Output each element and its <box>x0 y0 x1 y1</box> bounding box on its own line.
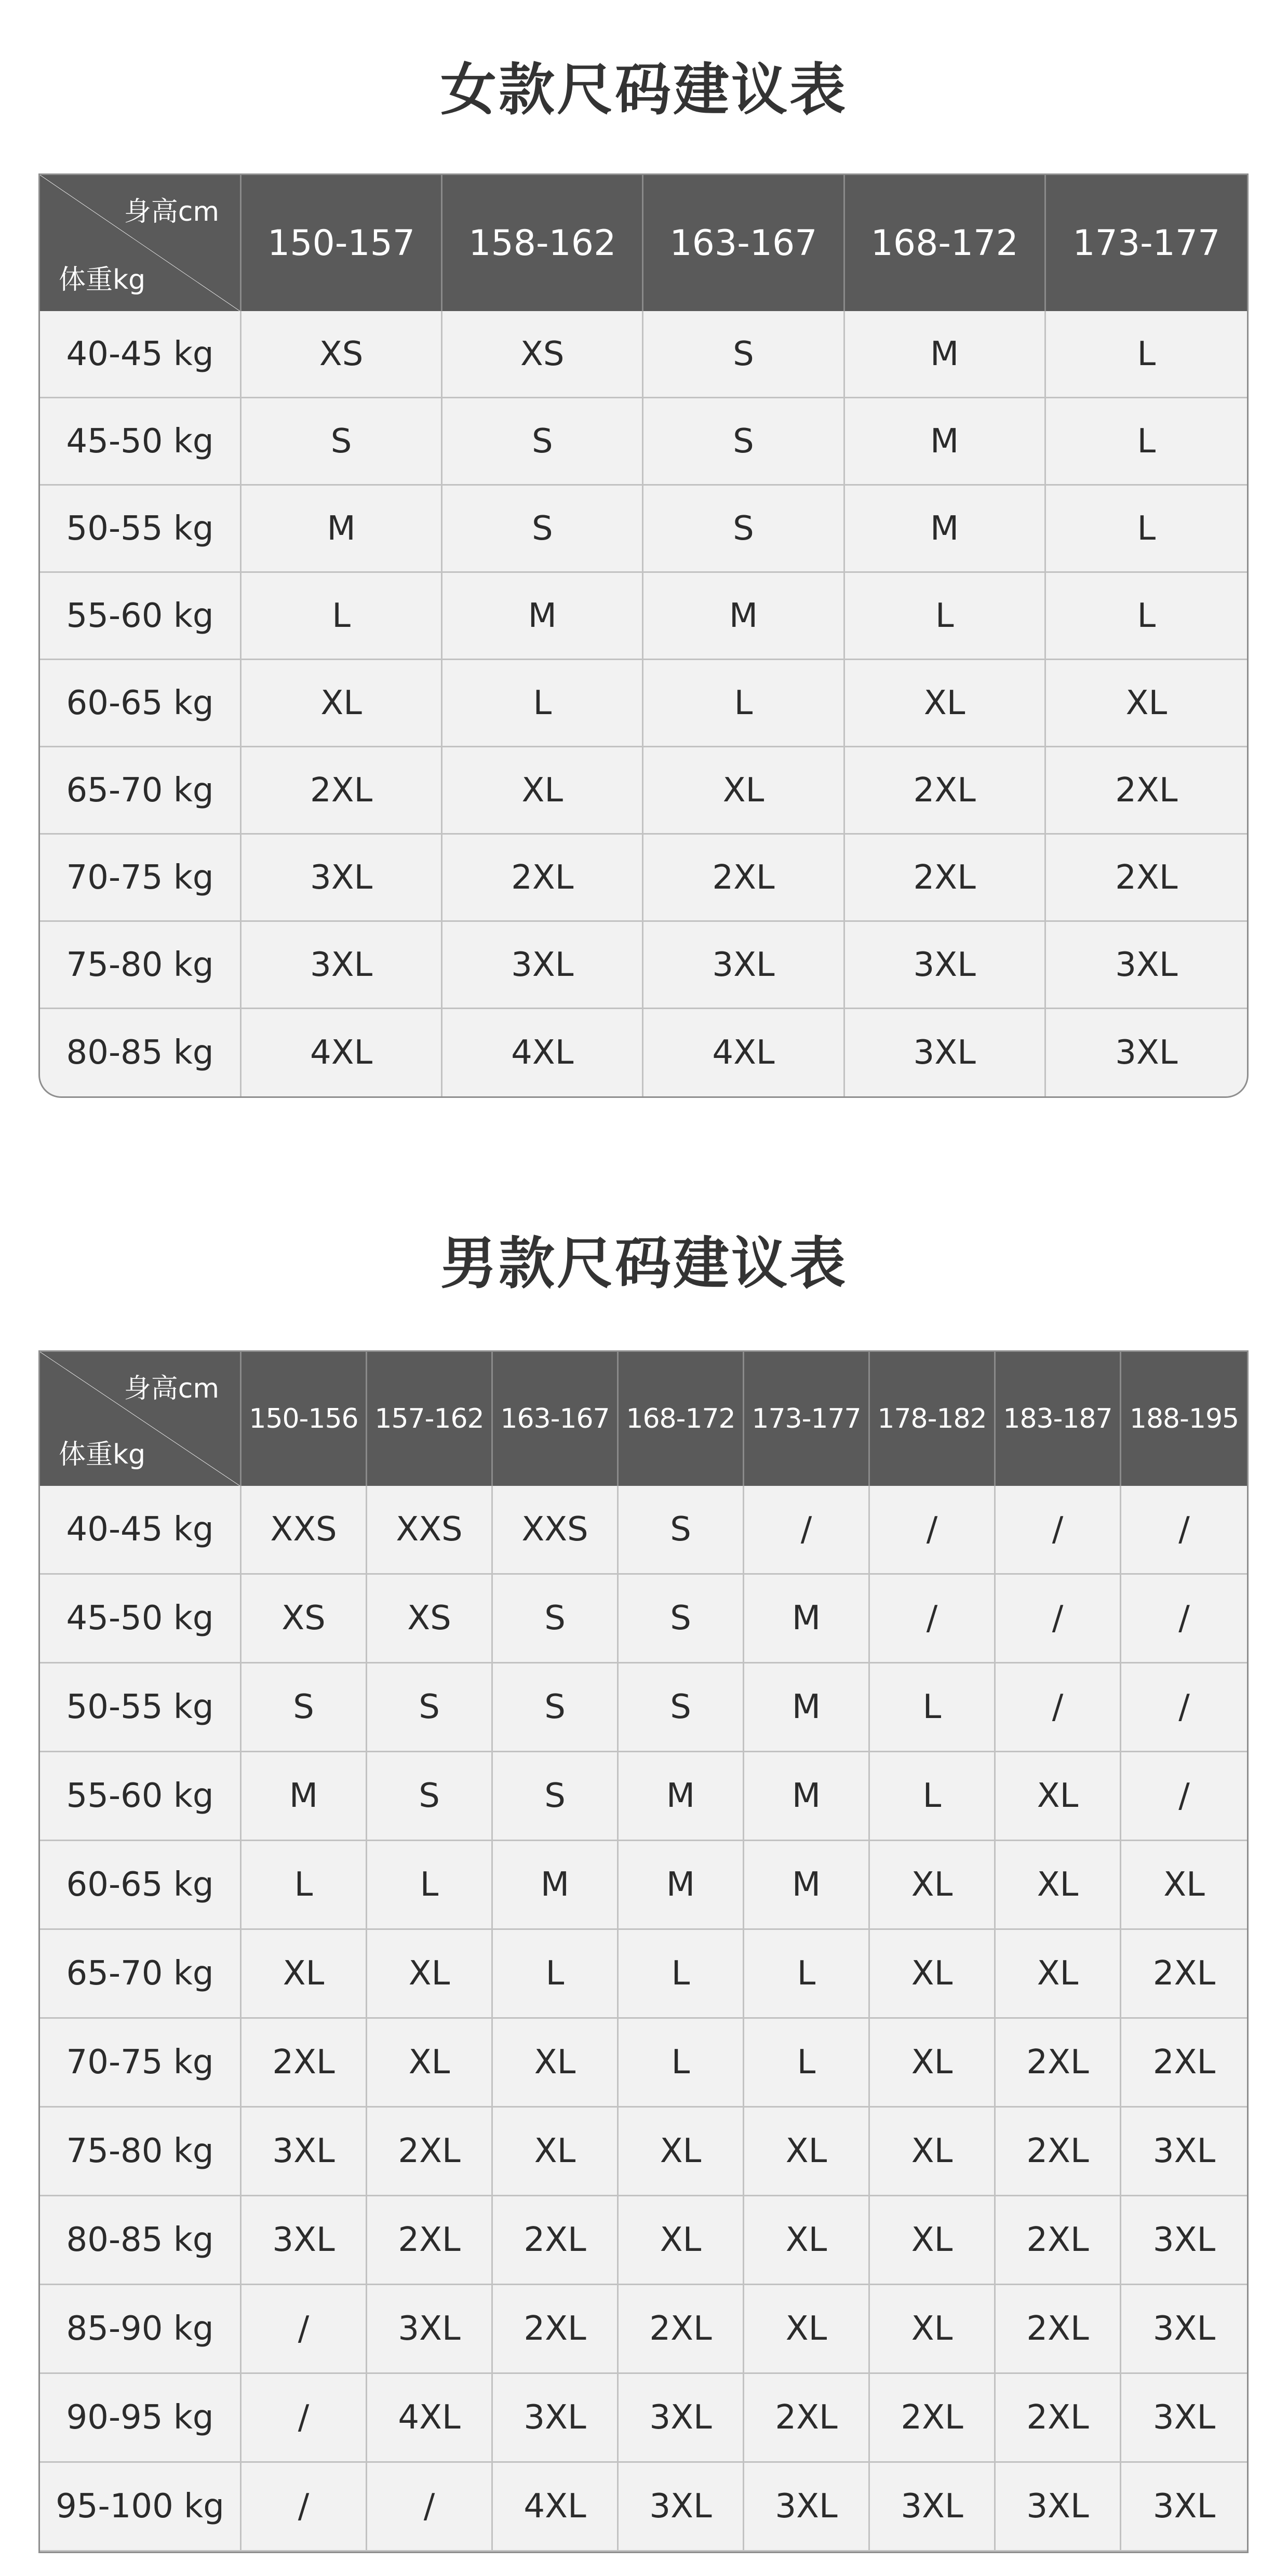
size-cell: 2XL <box>367 2196 493 2285</box>
size-cell: 3XL <box>442 922 643 1009</box>
size-cell: XXS <box>493 1486 619 1575</box>
size-cell: L <box>1046 398 1247 486</box>
size-cell: 3XL <box>845 1009 1046 1096</box>
men-size-chart-title: 男款尺码建议表 <box>440 1231 848 1296</box>
weight-range-cell: 40-45 kg <box>40 1486 242 1575</box>
height-range-header: 157-162 <box>367 1352 493 1486</box>
size-cell: 2XL <box>996 2019 1121 2108</box>
size-cell: 3XL <box>1121 2463 1247 2552</box>
size-cell: XL <box>870 2285 996 2374</box>
size-cell: 3XL <box>744 2463 870 2552</box>
size-cell: XL <box>870 1841 996 1930</box>
size-cell: XL <box>870 2196 996 2285</box>
table-row <box>40 486 1247 573</box>
size-cell: 2XL <box>442 835 643 922</box>
table-row <box>40 835 1247 922</box>
size-cell: XL <box>744 2196 870 2285</box>
weight-range-cell: 70-75 kg <box>40 2019 242 2108</box>
weight-range-cell: 50-55 kg <box>40 1663 242 1752</box>
size-cell: L <box>744 1930 870 2019</box>
size-cell: 2XL <box>845 747 1046 835</box>
size-cell: 3XL <box>845 922 1046 1009</box>
table-row <box>40 1575 1247 1663</box>
height-axis-label: 身高cm <box>124 196 219 227</box>
size-cell: L <box>242 1841 367 1930</box>
size-cell: 3XL <box>619 2463 744 2552</box>
size-cell: XL <box>996 1930 1121 2019</box>
size-cell: 4XL <box>643 1009 844 1096</box>
size-cell: XS <box>367 1575 493 1663</box>
men-corner-header <box>40 1352 242 1486</box>
size-cell: M <box>442 573 643 660</box>
size-cell: XL <box>643 747 844 835</box>
weight-range-cell: 50-55 kg <box>40 486 242 573</box>
weight-range-cell: 60-65 kg <box>40 1841 242 1930</box>
size-cell: L <box>1046 486 1247 573</box>
size-cell: 2XL <box>493 2285 619 2374</box>
size-cell: 3XL <box>367 2285 493 2374</box>
size-cell: S <box>242 398 442 486</box>
size-cell: 2XL <box>1121 2019 1247 2108</box>
women-size-chart-title: 女款尺码建议表 <box>440 58 848 123</box>
height-range-header: 168-172 <box>845 175 1046 311</box>
size-cell: 2XL <box>367 2108 493 2196</box>
size-cell: 2XL <box>996 2196 1121 2285</box>
table-row <box>40 1930 1247 2019</box>
size-cell: 2XL <box>493 2196 619 2285</box>
size-cell: XL <box>367 1930 493 2019</box>
size-cell: XL <box>442 747 643 835</box>
size-cell: 2XL <box>996 2374 1121 2463</box>
size-cell: M <box>744 1663 870 1752</box>
weight-axis-label: 体重kg <box>59 264 146 296</box>
table-row <box>40 1663 1247 1752</box>
size-cell: XS <box>242 1575 367 1663</box>
size-cell: L <box>619 1930 744 2019</box>
height-range-header: 168-172 <box>619 1352 744 1486</box>
height-range-header: 158-162 <box>442 175 643 311</box>
size-cell: S <box>643 486 844 573</box>
size-cell: M <box>744 1752 870 1841</box>
size-cell: M <box>845 311 1046 398</box>
size-cell: 4XL <box>367 2374 493 2463</box>
size-cell: XS <box>242 311 442 398</box>
size-cell: XXS <box>367 1486 493 1575</box>
size-cell: S <box>442 398 643 486</box>
size-cell: / <box>870 1486 996 1575</box>
size-cell: / <box>1121 1486 1247 1575</box>
size-cell: L <box>1046 573 1247 660</box>
weight-range-cell: 45-50 kg <box>40 1575 242 1663</box>
men-size-table <box>38 1350 1249 2553</box>
size-cell: 3XL <box>242 2196 367 2285</box>
size-cell: / <box>242 2285 367 2374</box>
weight-range-cell: 95-100 kg <box>40 2463 242 2552</box>
size-cell: L <box>242 573 442 660</box>
size-cell: M <box>242 1752 367 1841</box>
table-row <box>40 2108 1247 2196</box>
table-row <box>40 2374 1247 2463</box>
size-cell: 3XL <box>1121 2196 1247 2285</box>
size-cell: 2XL <box>1046 747 1247 835</box>
size-cell: / <box>242 2374 367 2463</box>
size-cell: 4XL <box>242 1009 442 1096</box>
size-cell: / <box>1121 1575 1247 1663</box>
size-cell: 2XL <box>870 2374 996 2463</box>
size-cell: XL <box>744 2285 870 2374</box>
size-cell: S <box>367 1752 493 1841</box>
table-row <box>40 2019 1247 2108</box>
table-row <box>40 573 1247 660</box>
weight-range-cell: 45-50 kg <box>40 398 242 486</box>
women-header-row <box>40 175 1247 311</box>
size-cell: / <box>367 2463 493 2552</box>
size-cell: S <box>242 1663 367 1752</box>
size-cell: M <box>744 1575 870 1663</box>
size-cell: XL <box>744 2108 870 2196</box>
size-cell: XL <box>870 1930 996 2019</box>
table-row <box>40 398 1247 486</box>
table-row <box>40 1752 1247 1841</box>
size-cell: L <box>845 573 1046 660</box>
size-cell: L <box>367 1841 493 1930</box>
size-cell: / <box>996 1486 1121 1575</box>
size-cell: XL <box>242 660 442 747</box>
height-range-header: 150-157 <box>242 175 442 311</box>
size-cell: 3XL <box>619 2374 744 2463</box>
height-range-header: 178-182 <box>870 1352 996 1486</box>
size-cell: S <box>493 1575 619 1663</box>
size-cell: 3XL <box>493 2374 619 2463</box>
size-cell: S <box>493 1663 619 1752</box>
table-row <box>40 1841 1247 1930</box>
size-cell: 4XL <box>442 1009 643 1096</box>
size-cell: M <box>845 486 1046 573</box>
size-cell: XL <box>242 1930 367 2019</box>
size-cell: 2XL <box>242 2019 367 2108</box>
size-cell: 3XL <box>643 922 844 1009</box>
size-cell: S <box>493 1752 619 1841</box>
table-row <box>40 922 1247 1009</box>
women-size-table <box>38 173 1249 1098</box>
size-cell: L <box>870 1663 996 1752</box>
size-cell: 2XL <box>242 747 442 835</box>
weight-range-cell: 90-95 kg <box>40 2374 242 2463</box>
height-axis-label: 身高cm <box>124 1373 219 1404</box>
size-cell: XL <box>1121 1841 1247 1930</box>
size-cell: / <box>744 1486 870 1575</box>
size-cell: 3XL <box>996 2463 1121 2552</box>
height-range-header: 173-177 <box>1046 175 1247 311</box>
size-cell: L <box>1046 311 1247 398</box>
size-cell: 3XL <box>1115 1034 1178 1072</box>
size-cell: XL <box>996 1752 1121 1841</box>
size-cell: XL <box>619 2108 744 2196</box>
size-cell: 3XL <box>870 2463 996 2552</box>
size-cell: 3XL <box>1046 922 1247 1009</box>
size-cell: 2XL <box>1046 835 1247 922</box>
size-cell: 4XL <box>493 2463 619 2552</box>
men-header-row <box>40 1352 1247 1486</box>
size-cell: 2XL <box>996 2285 1121 2374</box>
height-range-header: 150-156 <box>242 1352 367 1486</box>
size-cell: XL <box>367 2019 493 2108</box>
size-cell: XS <box>442 311 643 398</box>
table-row <box>40 2285 1247 2374</box>
size-cell: 2XL <box>845 835 1046 922</box>
weight-range-cell: 80-85 kg <box>40 2196 242 2285</box>
size-cell: / <box>996 1663 1121 1752</box>
size-cell: M <box>619 1752 744 1841</box>
size-cell: L <box>442 660 643 747</box>
size-cell: S <box>643 311 844 398</box>
size-cell: 2XL <box>643 835 844 922</box>
weight-axis-label: 体重kg <box>59 1439 146 1470</box>
size-cell: L <box>744 2019 870 2108</box>
table-row <box>40 1009 1247 1096</box>
size-cell: XL <box>996 1841 1121 1930</box>
weight-range-cell: 40-45 kg <box>40 311 242 398</box>
size-cell: XL <box>619 2196 744 2285</box>
size-cell: S <box>619 1575 744 1663</box>
size-cell: S <box>442 486 643 573</box>
size-cell: XL <box>845 660 1046 747</box>
weight-range-cell: 55-60 kg <box>40 1752 242 1841</box>
height-range-header: 163-167 <box>643 175 844 311</box>
weight-range-cell: 65-70 kg <box>40 1930 242 2019</box>
weight-range-cell: 70-75 kg <box>40 835 242 922</box>
size-cell: 2XL <box>619 2285 744 2374</box>
women-corner-header <box>40 175 242 311</box>
weight-range-cell: 65-70 kg <box>40 747 242 835</box>
height-range-header: 163-167 <box>493 1352 619 1486</box>
table-row <box>40 660 1247 747</box>
size-cell: L <box>643 660 844 747</box>
size-cell: XL <box>493 2108 619 2196</box>
size-cell: M <box>845 398 1046 486</box>
table-row <box>40 311 1247 398</box>
size-cell: L <box>493 1930 619 2019</box>
size-cell: S <box>619 1486 744 1575</box>
size-cell: / <box>870 1575 996 1663</box>
height-range-header: 183-187 <box>996 1352 1121 1486</box>
size-cell: 3XL <box>1121 2374 1247 2463</box>
size-cell: L <box>619 2019 744 2108</box>
size-cell: XL <box>493 2019 619 2108</box>
size-cell: 2XL <box>1121 1930 1247 2019</box>
size-cell: / <box>996 1575 1121 1663</box>
size-cell: XXS <box>242 1486 367 1575</box>
size-cell: S <box>367 1663 493 1752</box>
table-row <box>40 2463 1247 2552</box>
size-cell: S <box>643 398 844 486</box>
weight-range-cell: 75-80 kg <box>40 2108 242 2196</box>
table-row <box>40 1486 1247 1575</box>
size-cell: 3XL <box>242 835 442 922</box>
size-cell: 2XL <box>744 2374 870 2463</box>
size-cell: / <box>242 2463 367 2552</box>
size-cell: L <box>870 1752 996 1841</box>
size-cell: / <box>1121 1752 1247 1841</box>
size-cell: XL <box>870 2019 996 2108</box>
size-cell: M <box>744 1841 870 1930</box>
size-cell: XL <box>1046 660 1247 747</box>
table-row <box>40 2196 1247 2285</box>
table-row <box>40 747 1247 835</box>
size-cell: M <box>619 1841 744 1930</box>
size-cell: 3XL <box>1121 2108 1247 2196</box>
size-cell: 3XL <box>1121 2285 1247 2374</box>
size-cell: XL <box>870 2108 996 2196</box>
size-cell: 2XL <box>996 2108 1121 2196</box>
height-range-header: 173-177 <box>744 1352 870 1486</box>
height-range-header: 188-195 <box>1121 1352 1247 1486</box>
size-cell: 3XL <box>242 2108 367 2196</box>
weight-range-cell: 55-60 kg <box>40 573 242 660</box>
size-cell: S <box>619 1663 744 1752</box>
size-cell: 3XL <box>242 922 442 1009</box>
size-cell: M <box>493 1841 619 1930</box>
weight-range-cell: 60-65 kg <box>40 660 242 747</box>
weight-range-cell: 75-80 kg <box>40 922 242 1009</box>
weight-range-cell: 80-85 kg <box>40 1009 242 1096</box>
size-cell: M <box>643 573 844 660</box>
size-cell: / <box>1121 1663 1247 1752</box>
size-cell: M <box>242 486 442 573</box>
weight-range-cell: 85-90 kg <box>40 2285 242 2374</box>
